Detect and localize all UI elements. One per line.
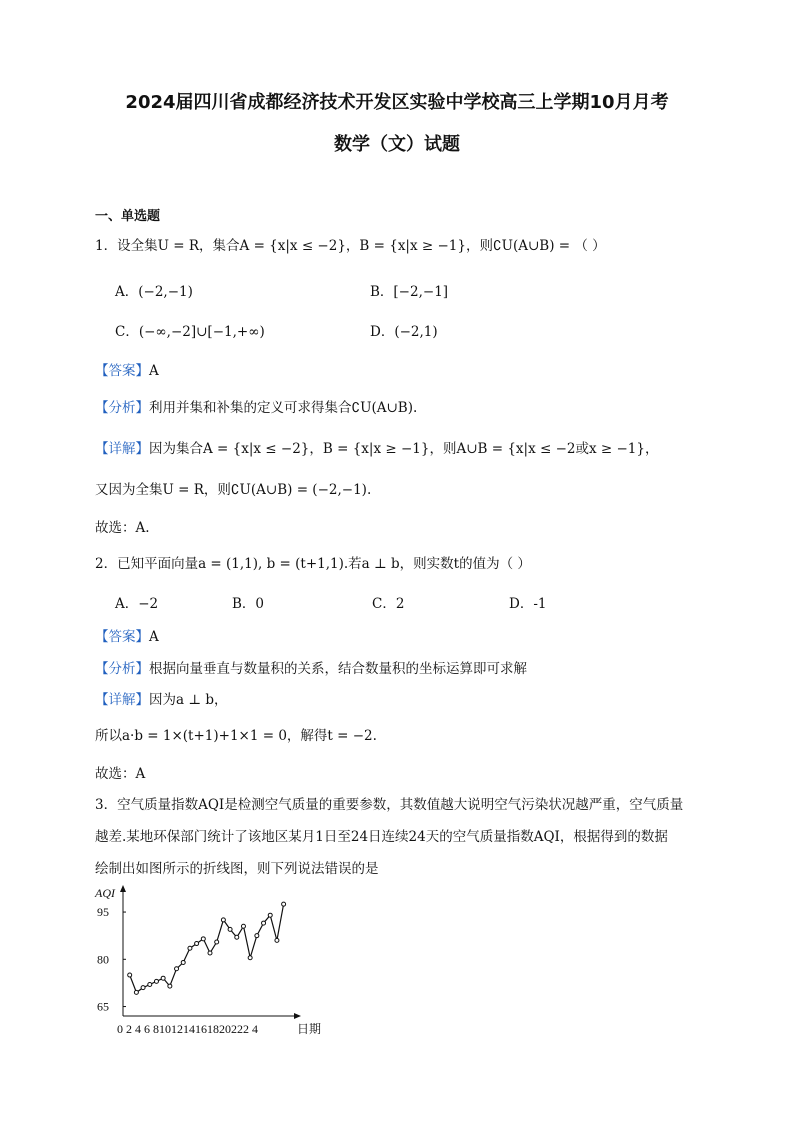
x-axis-label: 日期 (297, 1022, 322, 1036)
q2-answer: A (149, 629, 159, 645)
x-axis-arrow (294, 1013, 301, 1019)
data-point (228, 927, 232, 931)
q2-option-d: D．-1 (509, 596, 547, 612)
title-line-1: 2024届四川省成都经济技术开发区实验中学校高三上学期10月月考 (125, 92, 669, 113)
q2-answer-row (95, 625, 159, 645)
y-axis-arrow (120, 885, 126, 892)
q2-detail: 因为a ⊥ b， (149, 692, 228, 708)
q2-choose: 故选：A (95, 766, 146, 782)
data-point (215, 940, 219, 944)
data-point (262, 921, 266, 925)
q1-answer-row (95, 359, 159, 379)
y-tick-label: 95 (97, 905, 109, 920)
data-point (154, 979, 158, 983)
q3-line-3: 绘制出如图所示的折线图，则下列说法错误的是 (95, 861, 379, 877)
q1-detail-2: 又因为全集U = R，则∁U(A∪B) = (−2,−1). (95, 482, 372, 498)
q1-analysis-row (95, 396, 417, 416)
analysis-tag: 【分析】 (95, 661, 149, 677)
data-point (141, 986, 145, 990)
section-heading: 一、单选题 (95, 209, 161, 224)
data-point (248, 956, 252, 960)
data-point (282, 902, 286, 906)
q1-detail: 因为集合A = {x|x ≤ −2}，B = {x|x ≥ −1}，则A∪B = {x|x ≤ −2或x ≥ −1}， (149, 441, 659, 457)
aqi-line-chart (85, 880, 345, 1040)
q1-detail-row (95, 437, 659, 457)
detail-tag: 【详解】 (95, 692, 149, 708)
q1-option-d: D．(−2,1) (370, 324, 438, 340)
answer-tag: 【答案】 (95, 629, 149, 645)
analysis-tag: 【分析】 (95, 400, 149, 416)
q2-analysis-row (95, 657, 527, 677)
data-point (255, 934, 259, 938)
y-axis-label: AQI (95, 886, 115, 900)
q1-analysis: 利用并集和补集的定义可求得集合∁U(A∪B). (149, 400, 418, 416)
q1-option-b: B．[−2,−1] (370, 284, 449, 300)
q2-analysis: 根据向量垂直与数量积的关系，结合数量积的坐标运算即可求解 (149, 661, 527, 677)
x-tick-labels: 0 2 4 6 8101214161820222 4 (117, 1022, 258, 1036)
data-point (208, 951, 212, 955)
q1-answer: A (149, 363, 159, 379)
q1-option-c: C．(−∞,−2]∪[−1,+∞) (115, 324, 265, 340)
y-tick-label: 80 (97, 952, 109, 967)
q2-detail-2: 所以a·b = 1×(t+1)+1×1 = 0，解得t = −2. (95, 728, 377, 744)
data-point (275, 938, 279, 942)
data-point (168, 984, 172, 988)
data-point (268, 913, 272, 917)
q1-choose: 故选：A. (95, 520, 150, 536)
data-point (134, 990, 138, 994)
q2-option-b: B．0 (232, 596, 265, 612)
data-point (201, 937, 205, 941)
q2-detail-row (95, 688, 227, 708)
data-point (241, 924, 245, 928)
data-point (188, 946, 192, 950)
q2-option-c: C．2 (372, 596, 405, 612)
data-point (221, 918, 225, 922)
q1-option-a: A．(−2,−1) (115, 284, 193, 300)
data-point (235, 935, 239, 939)
q2-stem: 2．已知平面向量a = (1,1), b = (t+1,1).若a ⊥ b，则实数t的值为（ ） (95, 556, 531, 572)
data-point (161, 976, 165, 980)
data-point (181, 960, 185, 964)
title-line-2: 数学（文）试题 (334, 134, 460, 155)
q1-stem: 1．设全集U = R，集合A = {x|x ≤ −2}，B = {x|x ≥ −1}，则∁U(A∪B) = （ ） (95, 238, 606, 254)
data-point (148, 983, 152, 987)
data-point (175, 967, 179, 971)
data-point (195, 942, 199, 946)
data-point (128, 973, 132, 977)
q3-line-2: 越差.某地环保部门统计了该地区某月1日至24日连续24天的空气质量指数AQI，根据得到的数据 (95, 829, 668, 845)
series-line (130, 904, 284, 992)
y-tick-label: 65 (97, 999, 109, 1014)
detail-tag: 【详解】 (95, 441, 149, 457)
answer-tag: 【答案】 (95, 363, 149, 379)
q2-option-a: A．−2 (115, 596, 159, 612)
q3-line-1: 3．空气质量指数AQI是检测空气质量的重要参数，其数值越大说明空气污染状况越严重，空气质量 (95, 797, 684, 813)
